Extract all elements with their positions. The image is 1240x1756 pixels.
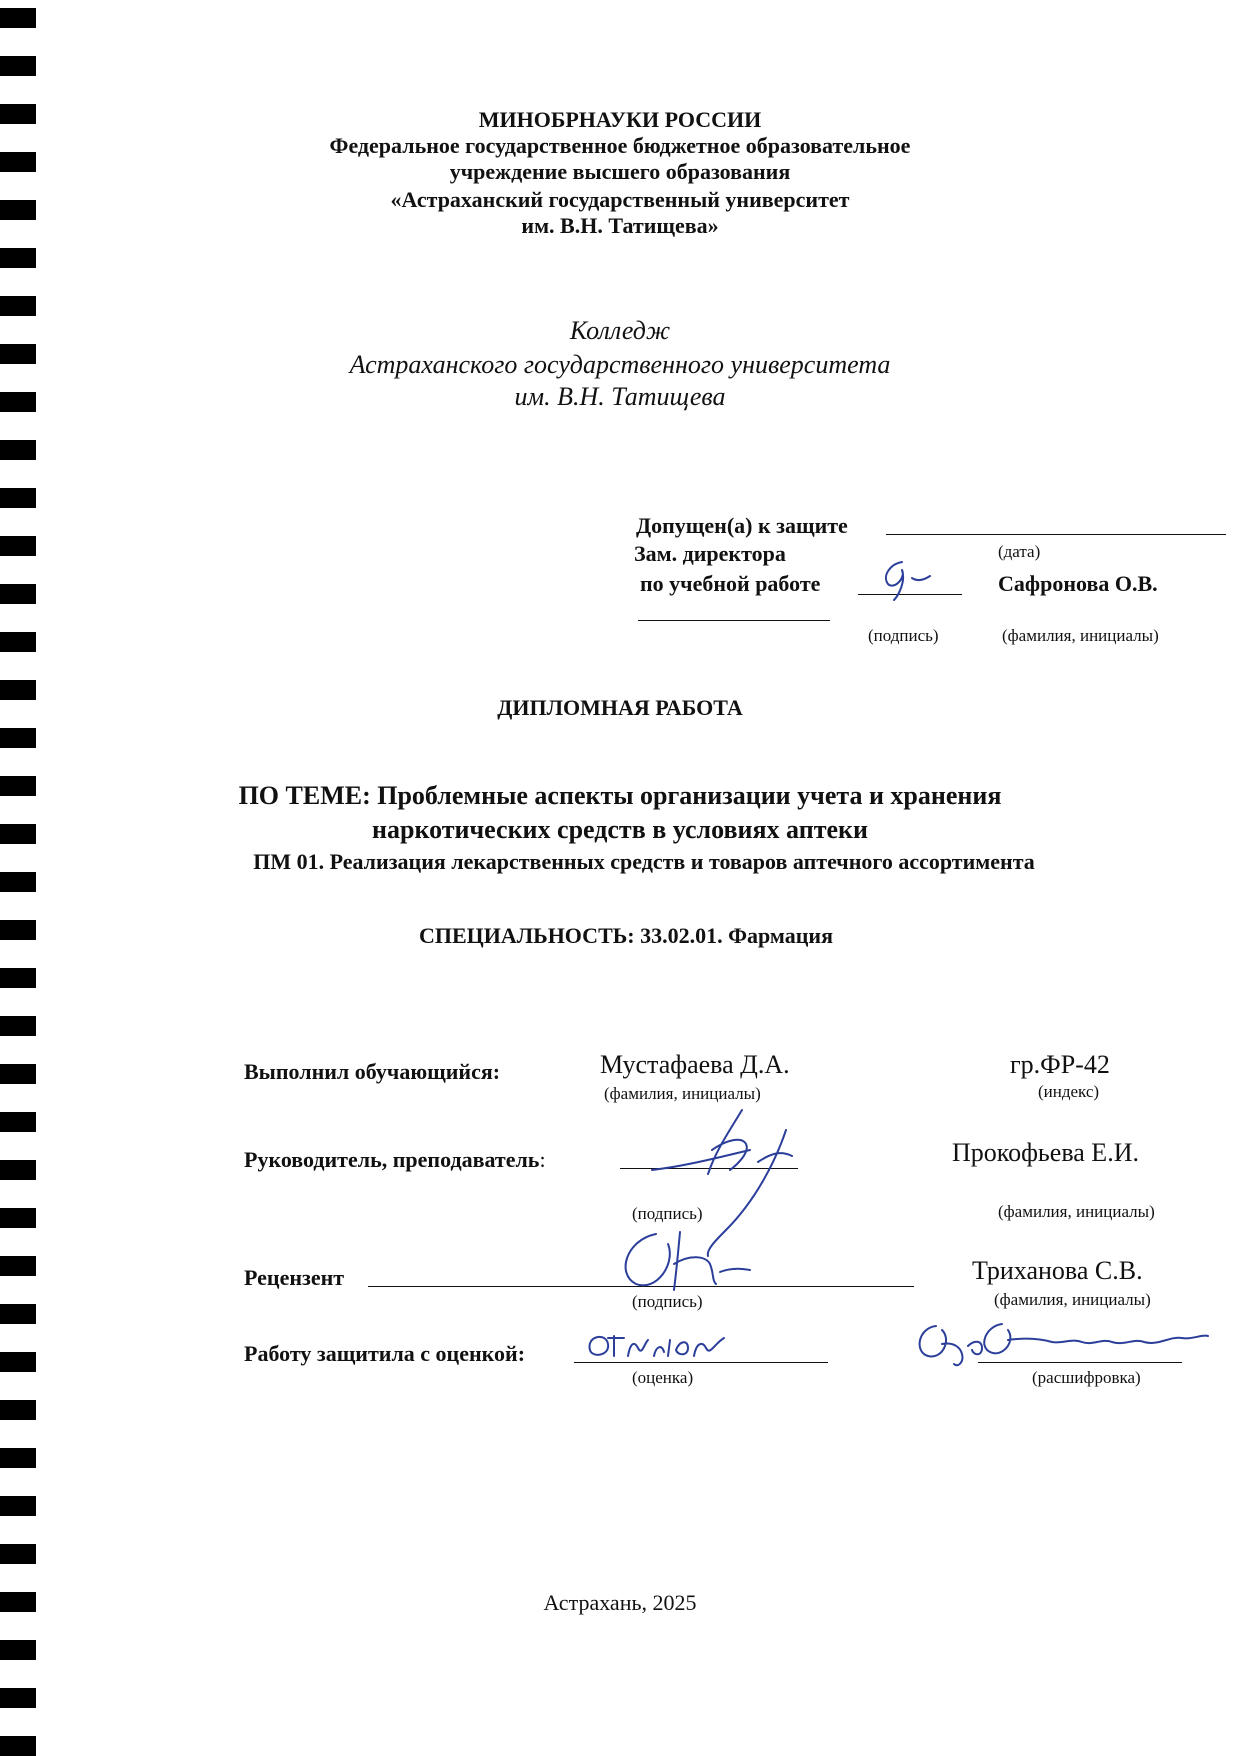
binding-hole bbox=[0, 1640, 36, 1660]
binding-hole bbox=[0, 1016, 36, 1036]
spiral-binding bbox=[0, 0, 48, 1754]
topic-line-1 bbox=[0, 780, 1240, 812]
work-type-title: ДИПЛОМНАЯ РАБОТА bbox=[497, 695, 743, 720]
binding-hole bbox=[0, 1688, 36, 1708]
binding-hole bbox=[0, 1256, 36, 1276]
topic-title-line-2: наркотических средств в условиях аптеки bbox=[372, 815, 868, 844]
admission-date-line bbox=[886, 534, 1226, 535]
student-name: Мустафаева Д.А. bbox=[600, 1050, 790, 1079]
supervisor-name: Прокофьева Е.И. bbox=[952, 1138, 1139, 1167]
supervisor-label bbox=[244, 1146, 546, 1174]
student-name-caption: (фамилия, инициалы) bbox=[604, 1084, 761, 1103]
defense-label: Работу защитила с оценкой: bbox=[244, 1341, 526, 1366]
supervisor-label-colon: : bbox=[539, 1147, 546, 1172]
student-group-caption: (индекс) bbox=[1038, 1082, 1100, 1101]
admission-role-line-1: Зам. директора bbox=[634, 541, 786, 566]
reviewer-signature-caption: (подпись) bbox=[632, 1292, 703, 1311]
binding-hole bbox=[0, 1448, 36, 1468]
binding-hole bbox=[0, 8, 36, 28]
admission-name-caption: (фамилия, инициалы) bbox=[1002, 626, 1159, 645]
binding-hole bbox=[0, 488, 36, 508]
institution-line-1: Федеральное государственное бюджетное образовательное bbox=[329, 133, 911, 158]
specialty: СПЕЦИАЛЬНОСТЬ: 33.02.01. Фармация bbox=[418, 923, 834, 948]
binding-hole bbox=[0, 1160, 36, 1180]
defense-decoding-caption: (расшифровка) bbox=[1032, 1368, 1141, 1387]
university-line-1: «Астраханский государственный университет bbox=[390, 187, 850, 212]
admission-extra-line bbox=[638, 620, 830, 621]
admission-label: Допущен(а) к защите bbox=[636, 513, 848, 538]
topic-prefix: ПО ТЕМЕ: bbox=[238, 781, 371, 810]
binding-hole bbox=[0, 56, 36, 76]
admission-signature bbox=[872, 556, 942, 606]
defense-grade-handwritten bbox=[584, 1326, 734, 1366]
college-line-1: Колледж bbox=[569, 316, 671, 345]
supervisor-name-caption: (фамилия, инициалы) bbox=[998, 1202, 1155, 1221]
binding-hole bbox=[0, 1544, 36, 1564]
institution-line-2: учреждение высшего образования bbox=[449, 159, 791, 184]
binding-hole bbox=[0, 632, 36, 652]
defense-grade-caption: (оценка) bbox=[632, 1368, 694, 1387]
binding-hole bbox=[0, 536, 36, 556]
binding-hole bbox=[0, 1400, 36, 1420]
binding-hole bbox=[0, 1736, 36, 1756]
topic-title-line-1: Проблемные аспекты организации учета и хранения bbox=[377, 781, 1002, 810]
binding-hole bbox=[0, 584, 36, 604]
admission-name: Сафронова О.В. bbox=[998, 571, 1158, 596]
binding-hole bbox=[0, 1112, 36, 1132]
university-line-2: им. В.Н. Татищева» bbox=[521, 213, 719, 238]
student-label: Выполнил обучающийся: bbox=[244, 1059, 501, 1084]
topic-module: ПМ 01. Реализация лекарственных средств и товаров аптечного ассортимента bbox=[253, 849, 1035, 874]
reviewer-name: Триханова С.В. bbox=[972, 1256, 1143, 1285]
admission-date-caption: (дата) bbox=[998, 542, 1041, 561]
binding-hole bbox=[0, 1352, 36, 1372]
supervisor-signature-caption: (подпись) bbox=[632, 1204, 703, 1223]
college-line-2: Астраханского государственного университета bbox=[349, 350, 891, 379]
binding-hole bbox=[0, 728, 36, 748]
binding-hole bbox=[0, 1064, 36, 1084]
defense-chair-signature bbox=[912, 1316, 1212, 1372]
binding-hole bbox=[0, 968, 36, 988]
binding-hole bbox=[0, 1304, 36, 1324]
admission-signature-caption: (подпись) bbox=[868, 626, 939, 645]
reviewer-name-caption: (фамилия, инициалы) bbox=[994, 1290, 1151, 1309]
city-year: Астрахань, 2025 bbox=[543, 1590, 697, 1615]
admission-role-line-2: по учебной работе bbox=[640, 571, 821, 596]
binding-hole bbox=[0, 1208, 36, 1228]
college-line-3: им. В.Н. Татищева bbox=[514, 382, 726, 411]
binding-hole bbox=[0, 296, 36, 316]
supervisor-label-text: Руководитель, преподаватель bbox=[244, 1147, 540, 1172]
reviewer-label: Рецензент bbox=[244, 1265, 345, 1290]
ministry-heading: МИНОБРНАУКИ РОССИИ bbox=[478, 107, 762, 132]
binding-hole bbox=[0, 1496, 36, 1516]
binding-hole bbox=[0, 440, 36, 460]
student-group: гр.ФР-42 bbox=[1010, 1050, 1110, 1079]
binding-hole bbox=[0, 248, 36, 268]
